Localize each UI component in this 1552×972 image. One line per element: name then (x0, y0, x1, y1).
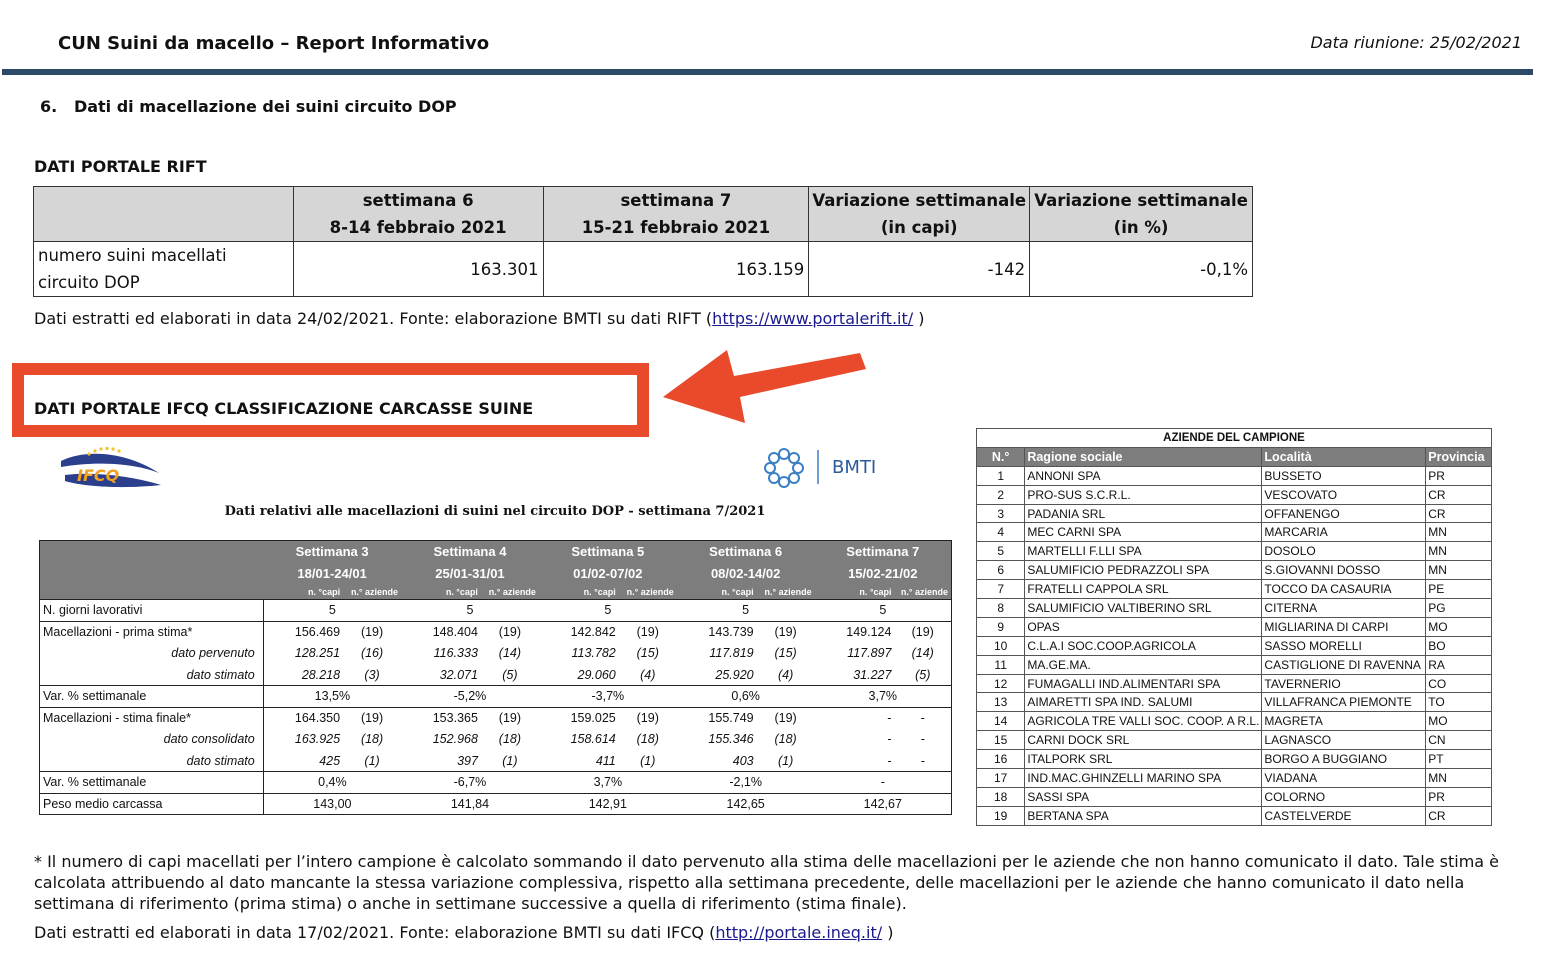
company-province: CR (1426, 806, 1492, 825)
ifcq-source-link[interactable]: http://portale.ineq.it/ (715, 923, 883, 942)
bmti-logo-text: BMTI (832, 457, 877, 478)
table-row (977, 712, 1492, 731)
company-number: 12 (977, 674, 1025, 693)
arrow-icon (655, 345, 870, 425)
table-row (977, 617, 1492, 636)
header-divider (2, 69, 1533, 75)
company-location: CASTELVERDE (1262, 806, 1426, 825)
company-province: RA (1426, 655, 1492, 674)
company-province: CN (1426, 731, 1492, 750)
table-row: dato stimato 425 (1) 397 (1) 411 (1) 403 (1) - - (40, 750, 952, 772)
rift-table (33, 186, 1253, 297)
ifcq-table (39, 540, 952, 815)
table-row (977, 731, 1492, 750)
company-location: VIADANA (1262, 769, 1426, 788)
company-location: MAGRETA (1262, 712, 1426, 731)
company-name: AGRICOLA TRE VALLI SOC. COOP. A R.L. (1025, 712, 1262, 731)
companies-title: AZIENDE DEL CAMPIONE (977, 429, 1492, 448)
company-location: MARCARIA (1262, 523, 1426, 542)
table-row (977, 787, 1492, 806)
rift-title: DATI PORTALE RIFT (34, 157, 207, 176)
table-row: Var. % settimanale 13,5% -5,2% -3,7% 0,6% 3,7% (40, 686, 952, 708)
table-row (977, 504, 1492, 523)
table-row: dato consolidato 163.925 (18) 152.968 (18) 158.614 (18) 155.346 (18) - - (40, 729, 952, 751)
meeting-date: Data riunione: 25/02/2021 (1310, 33, 1522, 52)
section-heading (40, 97, 457, 116)
company-name: ANNONI SPA (1025, 466, 1262, 485)
company-number: 2 (977, 485, 1025, 504)
company-location: SASSO MORELLI (1262, 636, 1426, 655)
sub-capi: n. °capi (539, 585, 619, 600)
rift-row-label: numero suini macellati circuito DOP (34, 242, 294, 297)
company-location: S.GIOVANNI DOSSO (1262, 561, 1426, 580)
week-4-name: Settimana 4 (401, 541, 539, 563)
company-number: 9 (977, 617, 1025, 636)
table-row: dato stimato 28.218 (3) 32.071 (5) 29.060 (4) 25.920 (4) 31.227 (5) (40, 664, 952, 686)
week-6-range: 08/02-14/02 (677, 563, 815, 585)
week-4-range: 25/01-31/01 (401, 563, 539, 585)
company-location: VILLAFRANCA PIEMONTE (1262, 693, 1426, 712)
col-localita: Località (1262, 447, 1426, 466)
sub-capi: n. °capi (677, 585, 757, 600)
company-name: IND.MAC.GHINZELLI MARINO SPA (1025, 769, 1262, 788)
table-row: N. giorni lavorativi 5 5 5 5 5 (40, 600, 952, 622)
company-number: 15 (977, 731, 1025, 750)
rift-source-link[interactable]: https://www.portalerift.it/ (712, 309, 914, 328)
table-row (977, 523, 1492, 542)
company-number: 13 (977, 693, 1025, 712)
company-province: PE (1426, 580, 1492, 599)
table-row: dato pervenuto 128.251 (16) 116.333 (14) 113.782 (15) 117.819 (15) 117.897 (14) (40, 643, 952, 665)
company-name: SALUMIFICIO PEDRAZZOLI SPA (1025, 561, 1262, 580)
table-row (977, 674, 1492, 693)
sub-aziende: n.° aziende (894, 585, 951, 600)
company-name: MEC CARNI SPA (1025, 523, 1262, 542)
company-location: OFFANENGO (1262, 504, 1426, 523)
rift-value-week6: 163.301 (293, 242, 543, 297)
company-province: MN (1426, 542, 1492, 561)
companies-table (976, 428, 1492, 826)
company-number: 6 (977, 561, 1025, 580)
rift-source: Dati estratti ed elaborati in data 24/02/2021. Fonte: elaborazione BMTI su dati RIFT (https://www.portalerift.it/ ) (34, 309, 925, 328)
company-name: FRATELLI CAPPOLA SRL (1025, 580, 1262, 599)
week-5-name: Settimana 5 (539, 541, 677, 563)
company-location: BUSSETO (1262, 466, 1426, 485)
ifcq-source: Dati estratti ed elaborati in data 17/02/2021. Fonte: elaborazione BMTI su dati IFCQ (http://portale.ineq.it/ ) (34, 923, 894, 942)
company-province: MN (1426, 769, 1492, 788)
rift-col-empty (34, 187, 294, 242)
week-3-name: Settimana 3 (263, 541, 401, 563)
sub-capi: n. °capi (263, 585, 343, 600)
ifcq-logo-text: IFCQ (77, 466, 120, 485)
table-row (977, 636, 1492, 655)
rift-col-week6: settimana 6 8-14 febbraio 2021 (293, 187, 543, 242)
rift-col-week7: settimana 7 15-21 febbraio 2021 (543, 187, 809, 242)
table-row (977, 580, 1492, 599)
week-6-name: Settimana 6 (677, 541, 815, 563)
company-number: 3 (977, 504, 1025, 523)
report-title: CUN Suini da macello – Report Informativo (58, 33, 490, 54)
table-row (977, 655, 1492, 674)
sub-aziende: n.° aziende (757, 585, 815, 600)
table-row (977, 599, 1492, 618)
company-location: TOCCO DA CASAURIA (1262, 580, 1426, 599)
company-province: MN (1426, 523, 1492, 542)
table-row (977, 485, 1492, 504)
rift-value-week7: 163.159 (543, 242, 809, 297)
company-number: 17 (977, 769, 1025, 788)
table-row: Peso medio carcassa 143,00 141,84 142,91 142,65 142,67 (40, 793, 952, 815)
company-province: MO (1426, 712, 1492, 731)
table-row (977, 806, 1492, 825)
ifcq-caption: Dati relativi alle macellazioni di suini nel circuito DOP - settimana 7/2021 (224, 504, 766, 519)
col-ragione-sociale: Ragione sociale (1025, 447, 1262, 466)
ifcq-logo-icon (55, 445, 165, 490)
company-location: CITERNA (1262, 599, 1426, 618)
col-provincia: Provincia (1426, 447, 1492, 466)
rift-value-var-pct: -0,1% (1030, 242, 1253, 297)
week-7-range: 15/02-21/02 (815, 563, 952, 585)
week-3-range: 18/01-24/01 (263, 563, 401, 585)
company-name: PADANIA SRL (1025, 504, 1262, 523)
table-row (977, 769, 1492, 788)
table-row (977, 466, 1492, 485)
table-row: Macellazioni - prima stima* 156.469 (19) 148.404 (19) 142.842 (19) 143.739 (19) 149.124 (19) (40, 621, 952, 643)
company-location: LAGNASCO (1262, 731, 1426, 750)
company-province: PG (1426, 599, 1492, 618)
company-number: 10 (977, 636, 1025, 655)
company-name: MARTELLI F.LLI SPA (1025, 542, 1262, 561)
sub-aziende: n.° aziende (619, 585, 677, 600)
sub-capi: n. °capi (815, 585, 895, 600)
company-province: PR (1426, 466, 1492, 485)
company-number: 18 (977, 787, 1025, 806)
company-province: MO (1426, 617, 1492, 636)
company-location: MIGLIARINA DI CARPI (1262, 617, 1426, 636)
company-number: 5 (977, 542, 1025, 561)
company-number: 4 (977, 523, 1025, 542)
company-number: 11 (977, 655, 1025, 674)
bmti-logo-icon (760, 444, 890, 490)
company-province: CR (1426, 504, 1492, 523)
table-row (977, 561, 1492, 580)
company-province: PR (1426, 787, 1492, 806)
ifcq-title: DATI PORTALE IFCQ CLASSIFICAZIONE CARCASSE SUINE (34, 399, 534, 418)
rift-col-var-capi: Variazione settimanale (in capi) (809, 187, 1030, 242)
company-number: 8 (977, 599, 1025, 618)
sub-capi: n. °capi (401, 585, 481, 600)
company-province: TO (1426, 693, 1492, 712)
company-number: 16 (977, 750, 1025, 769)
table-row (34, 242, 1253, 297)
company-location: TAVERNERIO (1262, 674, 1426, 693)
week-5-range: 01/02-07/02 (539, 563, 677, 585)
company-number: 19 (977, 806, 1025, 825)
company-name: OPAS (1025, 617, 1262, 636)
company-number: 1 (977, 466, 1025, 485)
company-province: BO (1426, 636, 1492, 655)
company-name: FUMAGALLI IND.ALIMENTARI SPA (1025, 674, 1262, 693)
table-row: Var. % settimanale 0,4% -6,7% 3,7% -2,1% - (40, 772, 952, 794)
company-location: DOSOLO (1262, 542, 1426, 561)
table-row (977, 750, 1492, 769)
section-title: Dati di macellazione dei suini circuito DOP (73, 97, 457, 116)
col-number: N.° (977, 447, 1025, 466)
company-name: PRO-SUS S.C.R.L. (1025, 485, 1262, 504)
section-number: 6. (40, 97, 58, 116)
company-name: CARNI DOCK SRL (1025, 731, 1262, 750)
company-name: C.L.A.I SOC.COOP.AGRICOLA (1025, 636, 1262, 655)
company-province: PT (1426, 750, 1492, 769)
company-name: SASSI SPA (1025, 787, 1262, 806)
table-row (977, 693, 1492, 712)
table-row: Macellazioni - stima finale* 164.350 (19) 153.365 (19) 159.025 (19) 155.749 (19) - - (40, 707, 952, 729)
company-province: CO (1426, 674, 1492, 693)
rift-col-var-pct: Variazione settimanale (in %) (1030, 187, 1253, 242)
company-name: BERTANA SPA (1025, 806, 1262, 825)
week-7-name: Settimana 7 (815, 541, 952, 563)
rift-value-var-capi: -142 (809, 242, 1030, 297)
company-province: CR (1426, 485, 1492, 504)
sub-aziende: n.° aziende (481, 585, 539, 600)
company-location: CASTIGLIONE DI RAVENNA (1262, 655, 1426, 674)
company-name: ITALPORK SRL (1025, 750, 1262, 769)
company-name: MA.GE.MA. (1025, 655, 1262, 674)
table-row (977, 542, 1492, 561)
company-location: VESCOVATO (1262, 485, 1426, 504)
company-name: AIMARETTI SPA IND. SALUMI (1025, 693, 1262, 712)
company-location: BORGO A BUGGIANO (1262, 750, 1426, 769)
companies-body (977, 466, 1492, 825)
company-number: 7 (977, 580, 1025, 599)
company-province: MN (1426, 561, 1492, 580)
footnote: * Il numero di capi macellati per l’intero campione è calcolato sommando il dato pervenuto alla stima delle macellazioni per le aziende che non hanno comunicato il dato. Tale stima è calcolata attribuendo al dato mancante la stessa variazione complessiva, rispetto alla settimana precedente, delle macellazioni per le aziende che hanno comunicato il dato nella settimana di riferimento (prima stima) o anche in settimane successive a quella di riferimento (stima finale). (34, 852, 1500, 913)
company-location: COLORNO (1262, 787, 1426, 806)
company-name: SALUMIFICIO VALTIBERINO SRL (1025, 599, 1262, 618)
company-number: 14 (977, 712, 1025, 731)
sub-aziende: n.° aziende (343, 585, 401, 600)
